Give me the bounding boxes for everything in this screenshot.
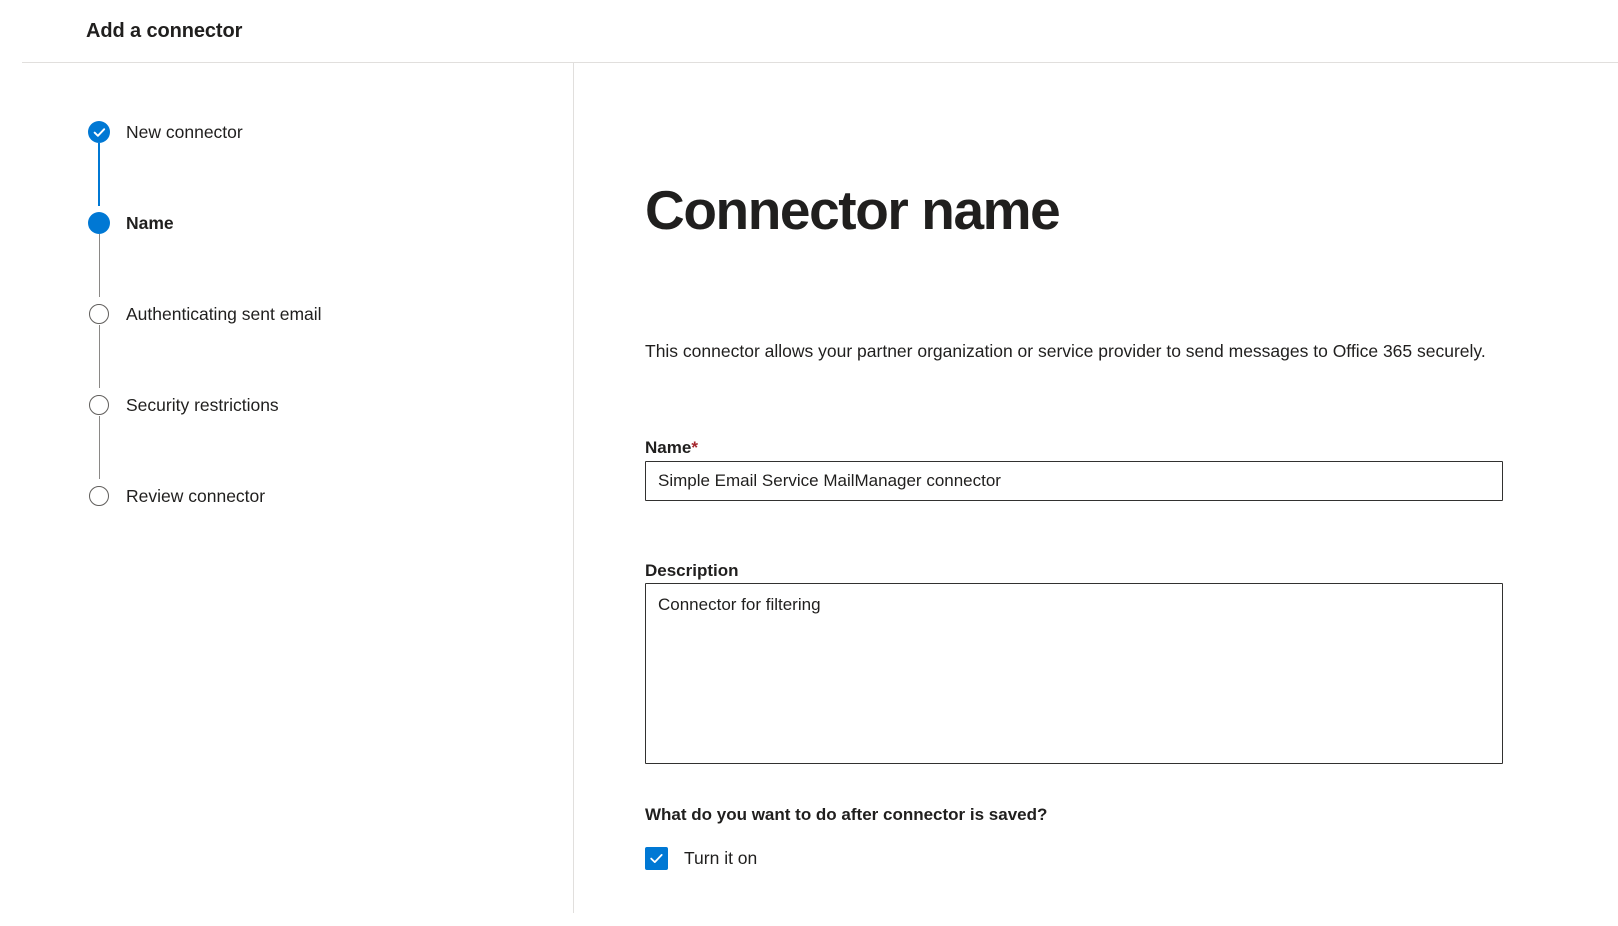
turn-it-on-row[interactable] <box>645 847 757 870</box>
step-marker-current <box>88 212 110 234</box>
name-input[interactable] <box>645 461 1503 501</box>
wizard-step-label: Review connector <box>126 486 266 506</box>
step-connector-line-4 <box>99 416 101 479</box>
empty-circle-icon <box>89 395 109 415</box>
turn-it-on-label: Turn it on <box>684 848 758 868</box>
description-field-label: Description <box>645 561 739 580</box>
name-field-label <box>645 438 698 458</box>
main-heading: Connector name <box>645 179 1060 241</box>
empty-circle-icon <box>89 486 109 506</box>
wizard-step-security-restrictions[interactable] <box>88 394 322 422</box>
step-marker-upcoming <box>88 303 110 325</box>
wizard-step-name[interactable] <box>88 212 322 240</box>
wizard-step-label: New connector <box>126 122 243 142</box>
wizard-step-label: Authenticating sent email <box>126 304 322 324</box>
page-title: Add a connector <box>86 19 243 42</box>
intro-text: This connector allows your partner organization or service provider to send messages to Office 365 securely. <box>645 341 1486 361</box>
turn-it-on-checkbox[interactable] <box>645 847 668 870</box>
after-save-question: What do you want to do after connector is saved? <box>645 805 1048 824</box>
name-label-text: Name <box>645 438 692 457</box>
empty-circle-icon <box>89 304 109 324</box>
wizard-step-label: Name <box>126 213 174 233</box>
step-marker-upcoming <box>88 485 110 507</box>
wizard-step-review-connector[interactable] <box>88 485 322 513</box>
wizard-step-new-connector[interactable] <box>88 121 322 149</box>
required-asterisk: * <box>691 438 698 457</box>
step-connector-line-3 <box>99 325 101 388</box>
filled-circle-icon <box>88 212 110 234</box>
step-connector-line-1 <box>98 143 100 206</box>
wizard-step-list <box>88 121 322 513</box>
description-input[interactable] <box>645 583 1503 764</box>
page-body <box>0 63 1618 926</box>
wizard-step-label: Security restrictions <box>126 395 279 415</box>
check-circle-icon <box>88 121 110 143</box>
step-marker-completed <box>88 121 110 143</box>
wizard-sidebar <box>0 63 573 926</box>
step-connector-line-2 <box>99 234 101 297</box>
step-marker-upcoming <box>88 394 110 416</box>
page-header <box>0 0 1618 62</box>
wizard-step-authenticating-sent-email[interactable] <box>88 303 322 331</box>
main-content <box>573 63 1618 926</box>
